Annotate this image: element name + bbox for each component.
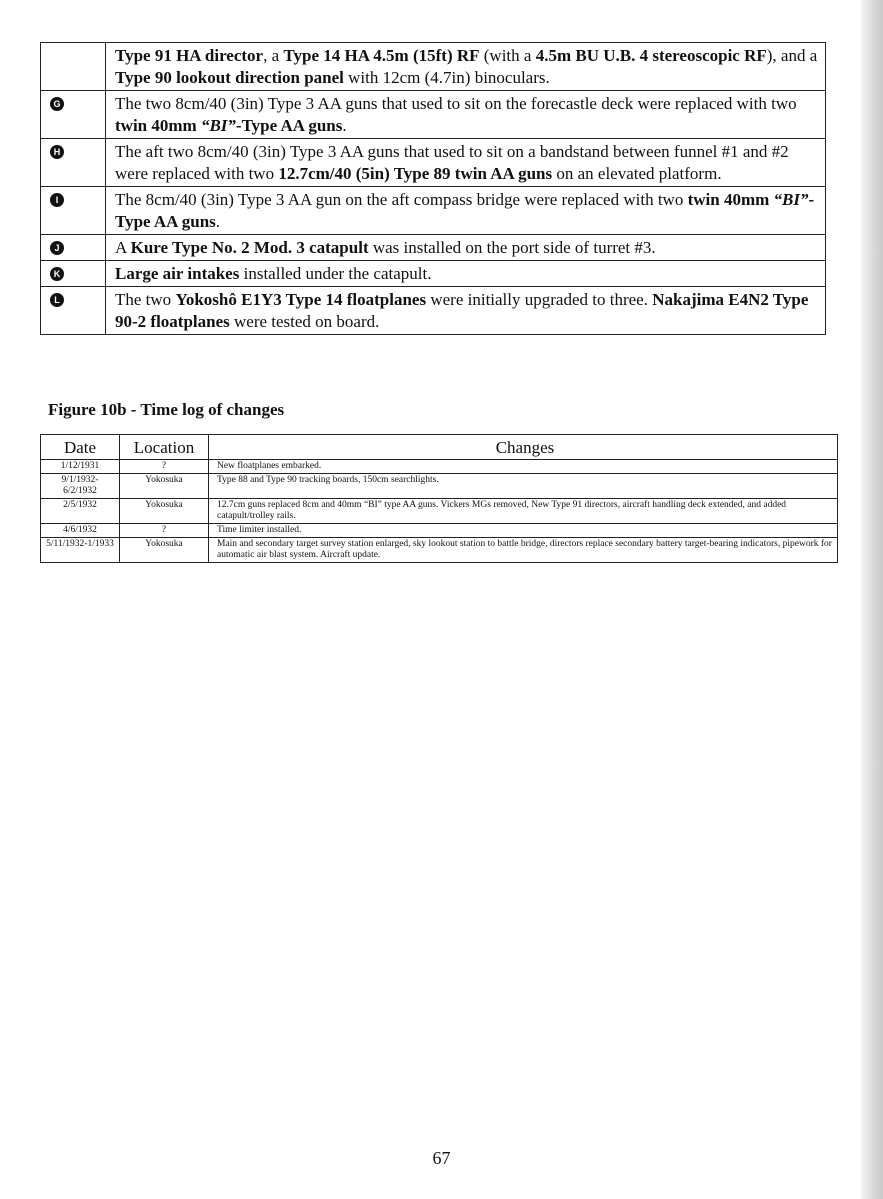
time-log-row — [41, 474, 838, 499]
log-location-cell: ? — [120, 460, 209, 474]
time-log-row — [41, 538, 838, 563]
change-marker-cell — [41, 187, 106, 235]
change-text-span: The two — [115, 290, 176, 309]
log-changes-cell: Main and secondary target survey station enlarged, sky lookout station to battle bridge, directors replace secondary battery target-bearing indicators, pipework for automatic air blast system. Aircraft update. — [209, 538, 838, 563]
change-text-span: Type 91 HA director — [115, 46, 264, 65]
log-location-cell: Yokosuka — [120, 499, 209, 524]
time-log-table — [40, 434, 838, 563]
change-marker-cell — [41, 235, 106, 261]
circled-letter-icon: J — [50, 241, 64, 255]
log-changes-cell: Type 88 and Type 90 tracking boards, 150cm searchlights. — [209, 474, 838, 499]
change-text-span: Type 14 HA 4.5m (15ft) RF — [283, 46, 480, 65]
log-location-cell: Yokosuka — [120, 474, 209, 499]
page-edge-shadow — [861, 0, 883, 1199]
change-text-span: was installed on the port side of turret #3. — [368, 238, 656, 257]
changes-table-body — [41, 43, 826, 335]
change-text-span: 4.5m BU U.B. 4 stereoscopic RF — [535, 46, 767, 65]
change-marker-cell — [41, 139, 106, 187]
log-date-cell: 5/11/1932-1/1933 — [41, 538, 120, 563]
time-log-row — [41, 460, 838, 474]
change-text-span: Type 90 lookout direction panel — [115, 68, 344, 87]
change-text-span: Large air intakes — [115, 264, 240, 283]
log-date-cell: 2/5/1932 — [41, 499, 120, 524]
change-text-span: “BI” — [200, 116, 236, 135]
change-text-span: on an elevated platform. — [552, 164, 722, 183]
change-marker-cell — [41, 91, 106, 139]
change-text-span: (with a — [479, 46, 536, 65]
change-text-span: -Type AA guns — [115, 190, 815, 231]
time-log-body — [41, 460, 838, 563]
time-log-row — [41, 524, 838, 538]
change-description — [106, 43, 826, 91]
change-text-span: “BI” — [773, 190, 809, 209]
change-row — [41, 261, 826, 287]
change-marker-cell — [41, 261, 106, 287]
change-text-span: . — [215, 212, 221, 231]
change-text-span: were tested on board. — [229, 312, 380, 331]
change-row — [41, 43, 826, 91]
change-description — [106, 91, 826, 139]
log-date-cell: 9/1/1932-6/2/1932 — [41, 474, 120, 499]
circled-letter-icon: L — [50, 293, 64, 307]
change-marker-cell — [41, 287, 106, 335]
circled-letter-icon: K — [50, 267, 64, 281]
change-text-span: were initially upgraded to three. — [426, 290, 653, 309]
header-date: Date — [41, 435, 120, 460]
log-location-cell: Yokosuka — [120, 538, 209, 563]
log-changes-cell: Time limiter installed. — [209, 524, 838, 538]
change-description — [106, 261, 826, 287]
change-text-span: twin 40mm — [115, 116, 201, 135]
circled-letter-icon: G — [50, 97, 64, 111]
change-text-span: Nakajima E4N2 Type 90-2 floatplanes — [115, 290, 809, 331]
figure-caption: Figure 10b - Time log of changes — [48, 400, 285, 419]
change-text-span: A — [115, 238, 131, 257]
change-text-span: 12.7cm/40 (5in) Type 89 twin AA guns — [278, 164, 553, 183]
change-row — [41, 287, 826, 335]
log-changes-cell: New floatplanes embarked. — [209, 460, 838, 474]
change-description — [106, 235, 826, 261]
time-log-header-row — [41, 435, 838, 460]
change-text-span: The two 8cm/40 (3in) Type 3 AA guns that used to sit on the forecastle deck were replaced with two — [115, 94, 797, 113]
change-text-span: . — [342, 116, 347, 135]
header-location: Location — [120, 435, 209, 460]
circled-letter-icon: H — [50, 145, 64, 159]
circled-letter-icon: I — [50, 193, 64, 207]
change-text-span: -Type AA guns — [235, 116, 343, 135]
log-location-cell: ? — [120, 524, 209, 538]
change-text-span: with 12cm (4.7in) binoculars. — [343, 68, 550, 87]
time-log-row — [41, 499, 838, 524]
change-description — [106, 139, 826, 187]
change-text-span: Kure Type No. 2 Mod. 3 catapult — [130, 238, 369, 257]
header-changes: Changes — [209, 435, 838, 460]
change-text-span: twin 40mm — [687, 190, 774, 209]
change-description — [106, 187, 826, 235]
change-text-span: installed under the catapult. — [239, 264, 432, 283]
change-text-span: ), and a — [766, 46, 818, 65]
change-row — [41, 187, 826, 235]
page-number: 67 — [432, 1148, 451, 1168]
log-changes-cell: 12.7cm guns replaced 8cm and 40mm “BI” type AA guns. Vickers MGs removed, New Type 91 directors, aircraft handling deck extended, and added catapult/trolley rails. — [209, 499, 838, 524]
log-date-cell: 1/12/1931 — [41, 460, 120, 474]
change-row — [41, 139, 826, 187]
change-row — [41, 235, 826, 261]
log-date-cell: 4/6/1932 — [41, 524, 120, 538]
change-description — [106, 287, 826, 335]
change-marker-cell — [41, 43, 106, 91]
change-row — [41, 91, 826, 139]
changes-table — [40, 42, 826, 335]
change-text-span: , a — [263, 46, 284, 65]
change-text-span: The aft two 8cm/40 (3in) Type 3 AA guns that used to sit on a bandstand between funnel #1 and #2 were replaced with two — [115, 142, 789, 183]
change-text-span: Yokoshô E1Y3 Type 14 floatplanes — [175, 290, 427, 309]
change-text-span: The 8cm/40 (3in) Type 3 AA gun on the aft compass bridge were replaced with two — [115, 190, 688, 209]
